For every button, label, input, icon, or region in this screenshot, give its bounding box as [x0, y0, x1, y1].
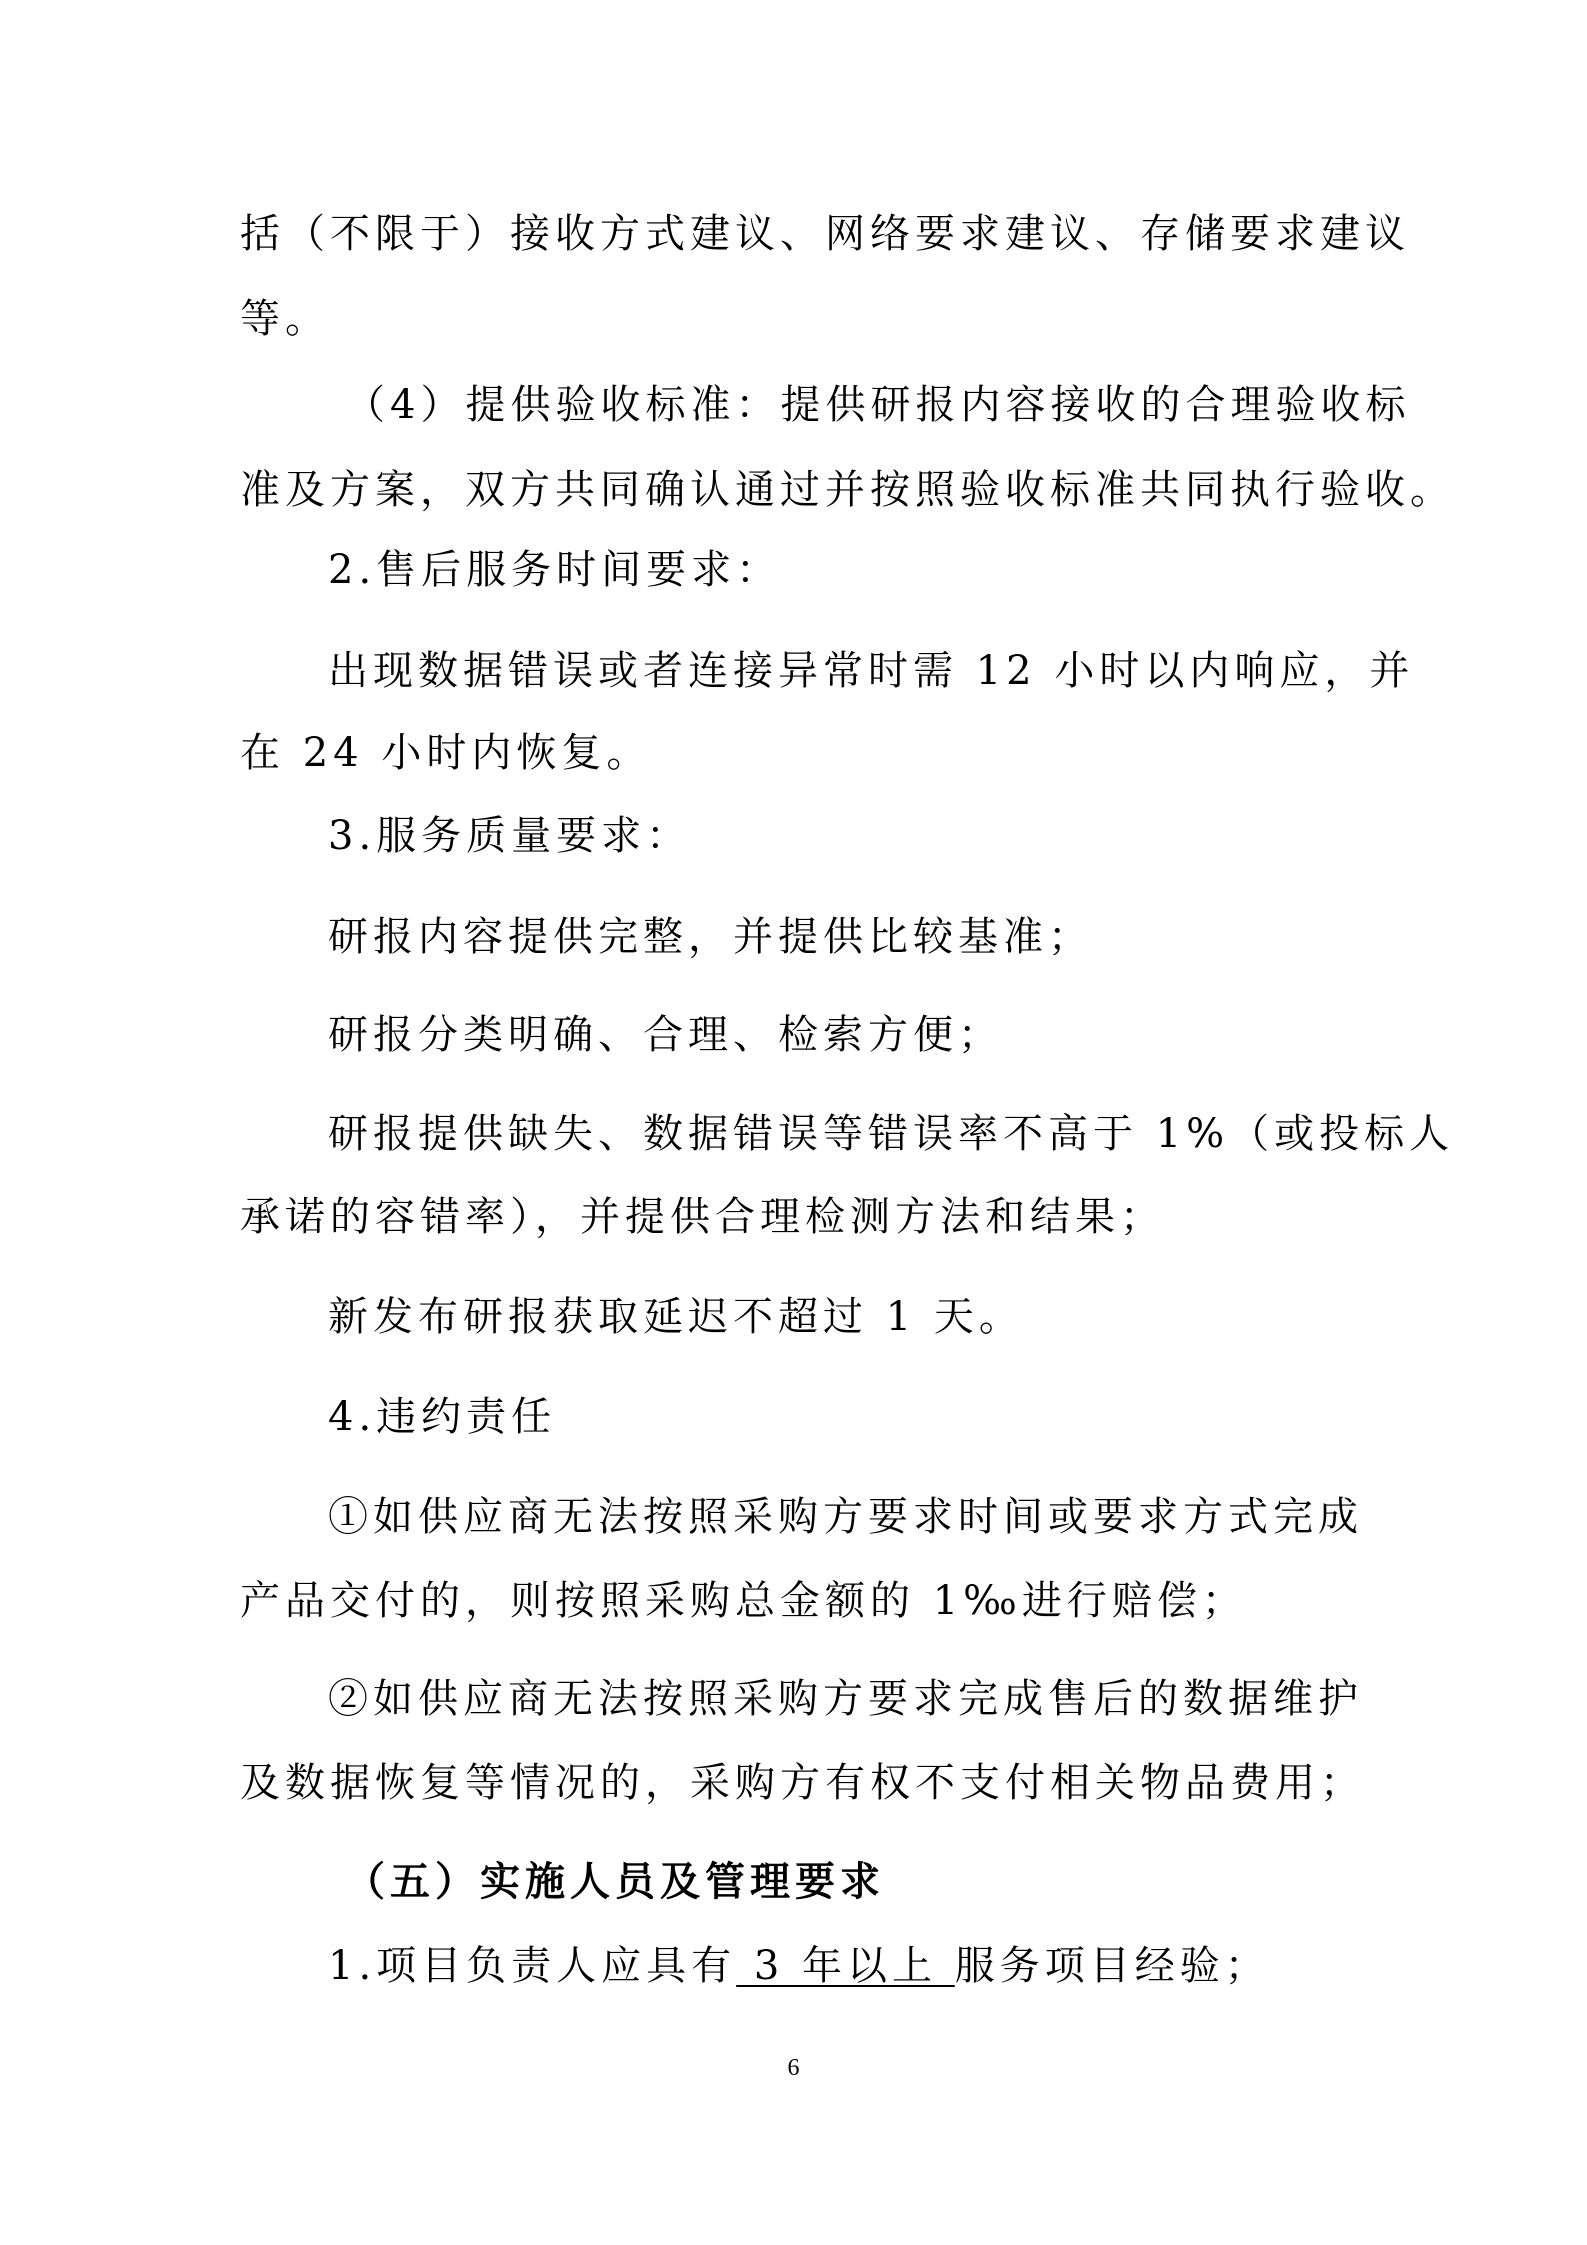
list-heading: 3.服务质量要求： [328, 813, 692, 859]
paragraph-line [328, 1941, 1448, 1991]
requirement-prefix: 1.项目负责人应具有 [328, 1943, 737, 1989]
list-heading: 2.售后服务时间要求： [328, 547, 782, 593]
paragraph-line: 承诺的容错率），并提供合理检测方法和结果； [240, 1194, 1165, 1240]
paragraph-line: 研报内容提供完整，并提供比较基准； [328, 914, 1093, 960]
paragraph-line: 研报分类明确、合理、检索方便； [328, 1012, 1003, 1058]
paragraph-line: 在 24 小时内恢复。 [240, 730, 652, 776]
requirement-suffix: 服务项目经验； [954, 1943, 1270, 1989]
paragraph-line: （4）提供验收标准：提供研报内容接收的合理验收标 [345, 382, 1411, 428]
paragraph-line: 新发布研报获取延迟不超过 1 天。 [328, 1294, 1024, 1340]
paragraph-line: 研报提供缺失、数据错误等错误率不高于 1%（或投标人 [328, 1111, 1455, 1157]
paragraph-line: 等。 [240, 296, 330, 342]
paragraph-line: 出现数据错误或者连接异常时需 12 小时以内响应，并 [328, 648, 1415, 694]
underlined-value: 3 年以上 [736, 1943, 955, 1989]
paragraph-line: 及数据恢复等情况的，采购方有权不支付相关物品费用； [240, 1760, 1365, 1806]
paragraph-line: 括（不限于）接收方式建议、网络要求建议、存储要求建议 [240, 211, 1410, 257]
list-heading: 4.违约责任 [328, 1394, 557, 1440]
paragraph-line: ②如供应商无法按照采购方要求完成售后的数据维护 [328, 1676, 1363, 1722]
paragraph-line: 准及方案，双方共同确认通过并按照验收标准共同执行验收。 [240, 467, 1455, 513]
page-number: 6 [787, 2055, 800, 2081]
paragraph-line: 产品交付的，则按照采购总金额的 1‰进行赔偿； [240, 1578, 1247, 1624]
section-heading: （五）实施人员及管理要求 [345, 1858, 885, 1905]
paragraph-line: ①如供应商无法按照采购方要求时间或要求方式完成 [328, 1494, 1363, 1540]
